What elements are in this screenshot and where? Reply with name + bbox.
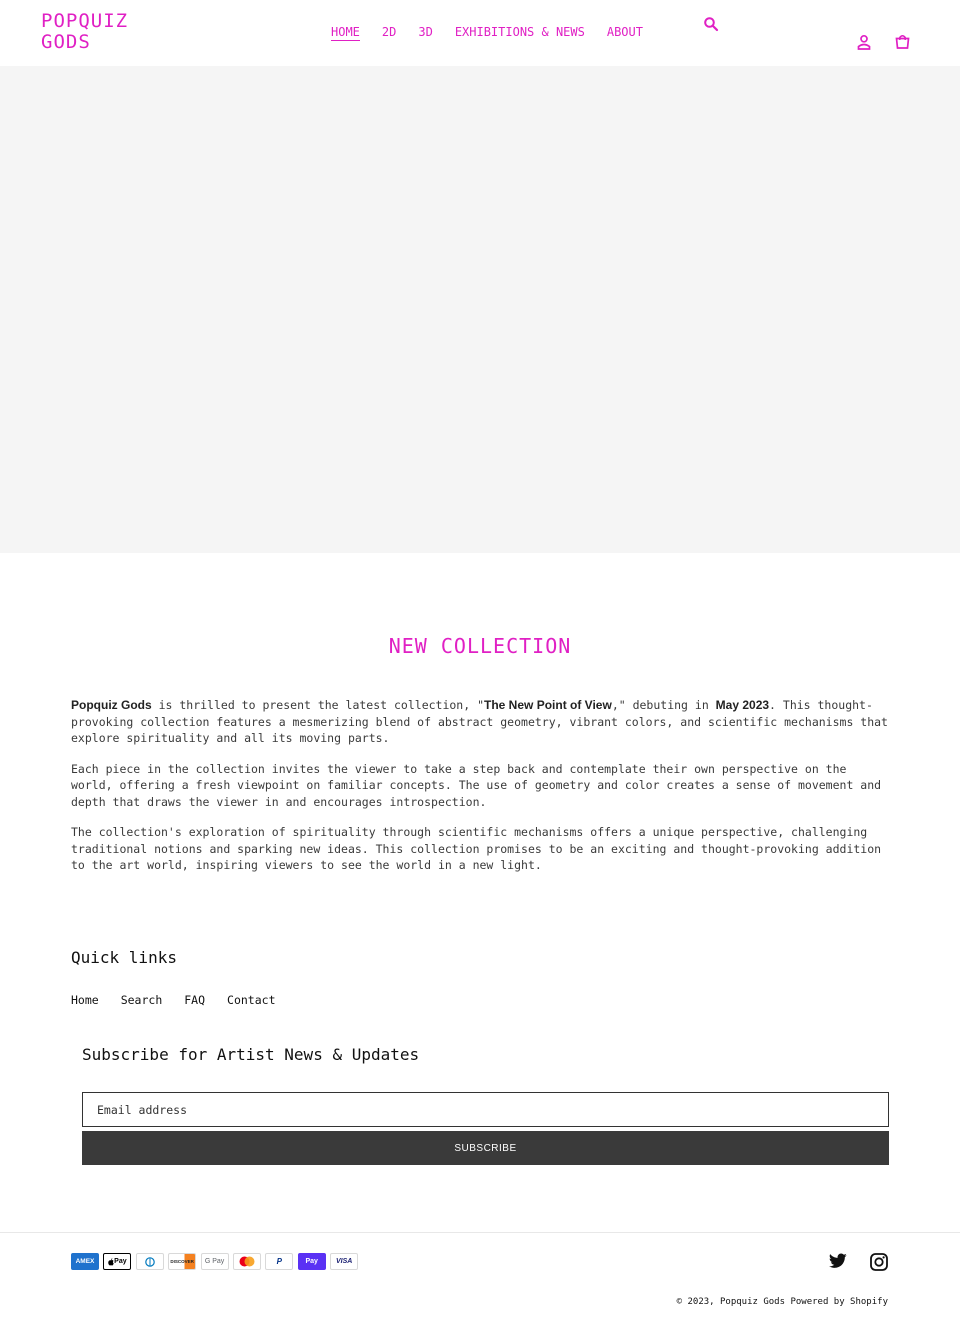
instagram-icon[interactable] [870, 1253, 888, 1275]
twitter-icon[interactable] [829, 1253, 847, 1273]
footer-link-search[interactable]: Search [120, 993, 163, 1007]
site-header [0, 0, 960, 66]
email-input[interactable] [82, 1092, 889, 1127]
search-icon[interactable] [703, 16, 719, 36]
footer-link-home[interactable]: Home [71, 993, 99, 1007]
hero-banner [0, 66, 960, 553]
brand-name: Popquiz Gods [71, 698, 152, 712]
paypal-icon: P [265, 1253, 293, 1270]
subscribe-title: Subscribe for Artist News & Updates [82, 1045, 420, 1064]
nav-item-3d[interactable]: 3D [418, 25, 433, 39]
paragraph-1 [71, 697, 891, 747]
apple-pay-icon [103, 1253, 131, 1270]
collection-name: The New Point of View [484, 698, 612, 712]
copyright-brand-link[interactable]: Popquiz Gods [720, 1297, 786, 1307]
debut-date: May 2023 [715, 698, 770, 712]
powered-by-link[interactable]: Powered by Shopify [790, 1297, 888, 1307]
main-nav [331, 24, 665, 41]
text-span: . This thought-provoking collection features a mesmerizing blend of abstract geometry, vibrant colors, and scientific mechanisms that explore spirituality and all its moving parts. [71, 698, 888, 745]
text-span: ," debuting in [611, 698, 716, 712]
section-title: NEW COLLECTION [388, 634, 572, 658]
quick-links [71, 993, 298, 1007]
cart-icon[interactable] [894, 33, 911, 54]
mastercard-icon [233, 1253, 261, 1270]
copyright-prefix: © 2023, [676, 1297, 720, 1307]
account-icon[interactable] [856, 34, 872, 54]
site-logo[interactable]: POPQUIZ GODS [41, 10, 129, 53]
visa-icon: VISA [330, 1253, 358, 1270]
nav-item-exhibitions-news[interactable]: EXHIBITIONS & NEWS [454, 25, 585, 39]
paragraph-2: Each piece in the collection invites the viewer to take a step back and contemplate their own perspective on the world, offering a fresh viewpoint on familiar concepts. The use of geometry and color creates a sense of movement and depth that draws the viewer in and encourages introspection. [71, 761, 882, 809]
footer-link-contact[interactable]: Contact [227, 993, 276, 1007]
google-pay-icon: G Pay [201, 1253, 229, 1270]
footer-divider [0, 1232, 960, 1233]
amex-icon: AMEX [71, 1253, 99, 1270]
nav-item-about[interactable]: ABOUT [606, 25, 643, 39]
shop-pay-icon: Pay [298, 1253, 326, 1270]
payment-icons [71, 1253, 363, 1270]
copyright [677, 1297, 888, 1307]
footer-link-faq[interactable]: FAQ [184, 993, 206, 1007]
nav-item-home[interactable]: HOME [331, 25, 360, 39]
text-span: is thrilled to present the latest collection, " [151, 698, 485, 712]
quick-links-title: Quick links [71, 948, 177, 967]
nav-item-2d[interactable]: 2D [381, 25, 397, 39]
discover-icon: DISCOVER [168, 1253, 196, 1270]
collection-description [71, 697, 891, 888]
paragraph-3: The collection's exploration of spirituality through scientific mechanisms offers a unique perspective, challenging traditional notions and sparking new ideas. This collection promises to be an exciting and thought-provoking addition to the art world, inspiring viewers to see the world in a new light. [71, 825, 882, 872]
subscribe-button[interactable]: SUBSCRIBE [82, 1131, 889, 1165]
diners-club-icon [136, 1253, 164, 1270]
apple-pay-label: Pay [114, 1258, 127, 1265]
